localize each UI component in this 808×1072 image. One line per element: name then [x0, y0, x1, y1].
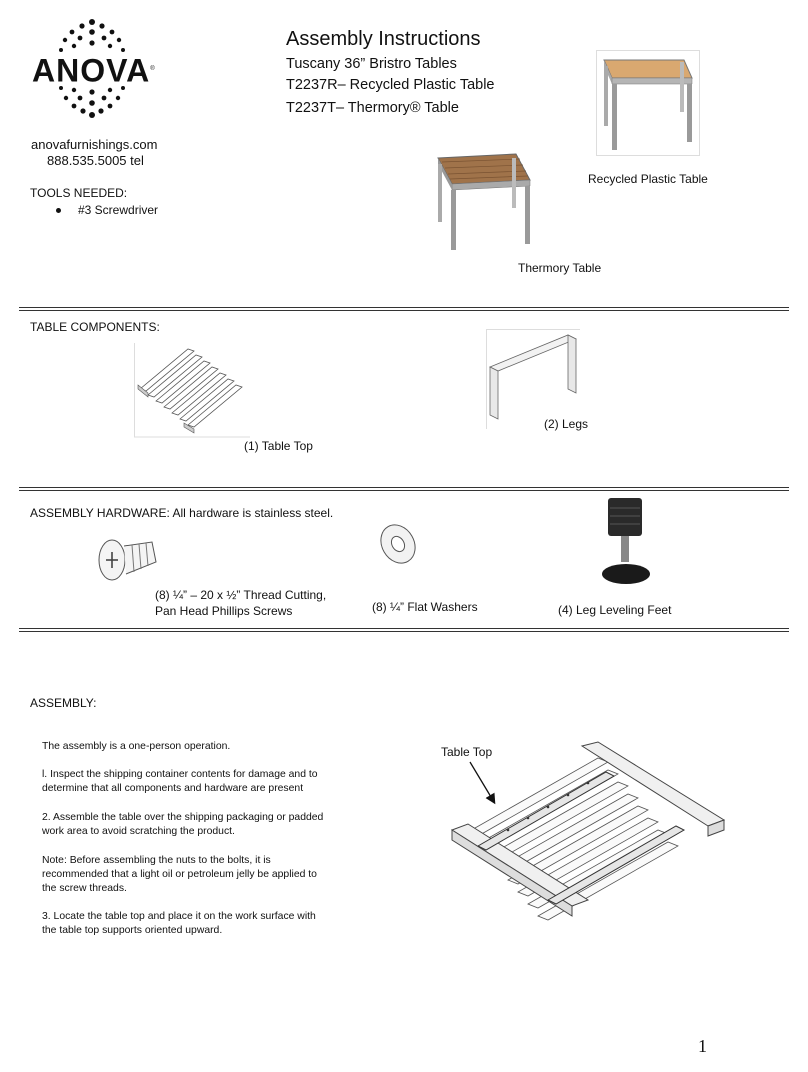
section-divider	[19, 307, 789, 311]
assembly-intro: The assembly is a one-person operation.	[42, 741, 231, 752]
tools-item: #3 Screwdriver	[56, 203, 158, 218]
note-line1: Note: Before assembling the nuts to the bolts, it is	[42, 855, 271, 866]
recycled-table-image	[596, 50, 700, 156]
section-divider	[19, 487, 789, 491]
note-line2: recommended that a light oil or petroleum jelly be applied to	[42, 869, 317, 880]
step1-line1: l. Inspect the shipping container contents for damage and to	[42, 769, 318, 780]
table-top-image	[134, 343, 254, 439]
screw-image	[96, 532, 158, 584]
model-thermory: T2237T– Thermory® Table	[286, 100, 459, 116]
washer-image	[376, 520, 420, 568]
screws-label-line2: Pan Head Phillips Screws	[155, 604, 293, 618]
components-heading: TABLE COMPONENTS:	[30, 320, 160, 334]
step3-line2: the table top supports oriented upward.	[42, 925, 223, 936]
step2-line2: work area to avoid scratching the product.	[42, 826, 235, 837]
step3-line1: 3. Locate the table top and place it on the work surface with	[42, 911, 316, 922]
assembly-heading: ASSEMBLY:	[30, 696, 97, 710]
model-recycled: T2237R– Recycled Plastic Table	[286, 77, 495, 93]
tools-heading: TOOLS NEEDED:	[30, 186, 128, 200]
note-line3: the screw threads.	[42, 883, 127, 894]
step1-line2: determine that all components and hardware are present	[42, 783, 304, 794]
diagram-label: Table Top	[441, 745, 493, 759]
brand-name: ANOVA®	[32, 52, 156, 89]
product-subtitle: Tuscany 36” Bristro Tables	[286, 56, 457, 72]
brand-logo	[30, 18, 155, 118]
leveling-foot-image	[600, 496, 660, 588]
website-text: anovafurnishings.com	[31, 137, 158, 152]
hardware-heading: ASSEMBLY HARDWARE: All hardware is stainless steel.	[30, 506, 334, 520]
table-top-label: (1) Table Top	[244, 439, 313, 453]
assembly-diagram	[448, 740, 728, 930]
washers-label: (8) ¼” Flat Washers	[372, 600, 478, 614]
feet-label: (4) Leg Leveling Feet	[558, 603, 672, 617]
page-title: Assembly Instructions	[286, 28, 481, 50]
thermory-table-image	[434, 152, 534, 252]
page-number: 1	[698, 1036, 707, 1056]
step2-line1: 2. Assemble the table over the shipping packaging or padded	[42, 812, 324, 823]
section-divider	[19, 628, 789, 632]
recycled-table-label: Recycled Plastic Table	[588, 172, 708, 186]
legs-image	[484, 329, 584, 431]
legs-label: (2) Legs	[544, 417, 589, 431]
phone-text: 888.535.5005 tel	[47, 153, 144, 168]
bullet-icon	[56, 208, 61, 213]
thermory-table-label: Thermory Table	[518, 261, 602, 275]
pointer-arrow-icon	[470, 762, 494, 802]
screws-label-line1: (8) ¼” – 20 x ½” Thread Cutting,	[155, 588, 327, 602]
